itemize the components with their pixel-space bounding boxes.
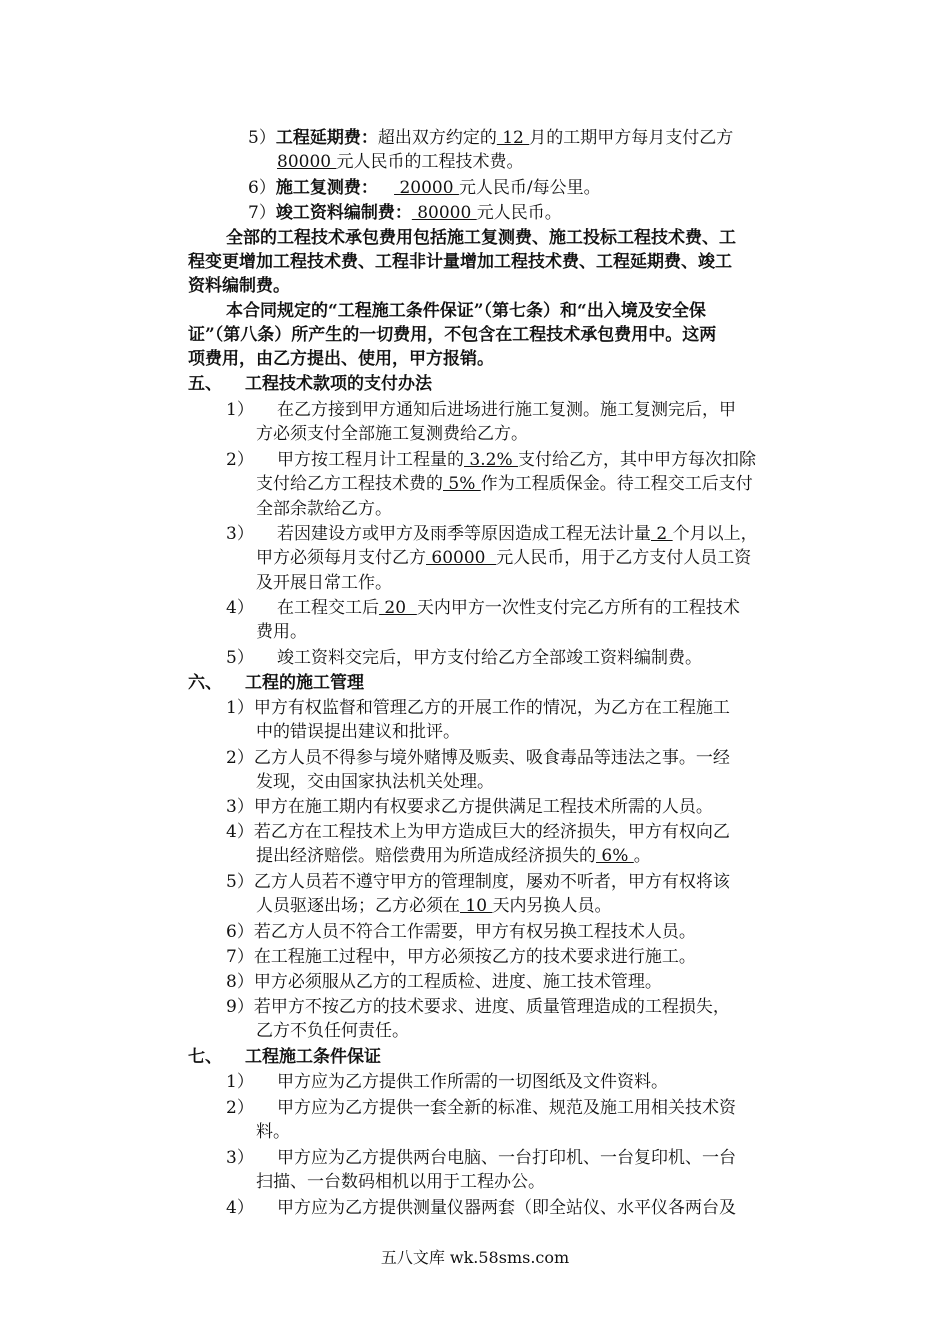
s5-item-4-num: 4） — [226, 598, 254, 618]
section-6-title: 工程的施工管理 — [245, 673, 364, 693]
fill-value: 2 — [651, 524, 673, 544]
s7-item-3-line2: 扫描、一台数码相机以用于工程办公。 — [256, 1172, 545, 1192]
s6-item-7: 7）在工程施工过程中，甲方必须按乙方的技术要求进行施工。 — [226, 947, 696, 967]
s5-item-5-num: 5） — [226, 648, 254, 668]
fill-value: 10 — [460, 896, 493, 916]
s7-item-1-num: 1） — [226, 1072, 254, 1092]
s6-item-9: 9）若甲方不按乙方的技术要求、进度、质量管理造成的工程损失， — [226, 997, 730, 1017]
fee-label: 施工复测费： — [275, 178, 378, 198]
fee-label: 工程延期费： — [275, 128, 378, 148]
s5-item-1-line2: 方必须支付全部施工复测费给乙方。 — [256, 424, 528, 444]
s7-item-2-line1: 甲方应为乙方提供一套全新的标准、规范及施工用相关技术资 — [277, 1098, 736, 1118]
fee-item-7: 7）竣工资料编制费： 80000 元人民币。 — [248, 203, 562, 223]
fill-value: 3.2% — [464, 450, 518, 470]
s7-item-3-num: 3） — [226, 1148, 254, 1168]
s6-item-4: 4）若乙方在工程技术上为甲方造成巨大的经济损失，甲方有权向乙 — [226, 822, 730, 842]
s6-item-6: 6）若乙方人员不符合工作需要，甲方有权另换工程技术人员。 — [226, 922, 696, 942]
fill-value: 5% — [443, 474, 481, 494]
fee-label: 竣工资料编制费： — [275, 203, 412, 223]
s6-item-8: 8）甲方必须服从乙方的工程质检、进度、施工技术管理。 — [226, 972, 662, 992]
fee-item-5: 5）工程延期费：超出双方约定的 12 月的工期甲方每月支付乙方 — [248, 128, 734, 148]
s5-item-2-num: 2） — [226, 450, 254, 470]
s7-item-1-line1: 甲方应为乙方提供工作所需的一切图纸及文件资料。 — [277, 1072, 668, 1092]
fee-item-5-cont: 80000 元人民币的工程技术费。 — [277, 152, 524, 172]
s5-item-1-line1: 在乙方接到甲方通知后进场进行施工复测。施工复测完后，甲 — [277, 400, 736, 420]
section-5-title: 工程技术款项的支付办法 — [245, 374, 432, 394]
s5-item-3-num: 3） — [226, 524, 254, 544]
s6-item-4-line2: 提出经济赔偿。赔偿费用为所造成经济损失的 6% 。 — [256, 846, 651, 866]
fill-value: 60000 — [426, 548, 497, 568]
fill-value: 6% — [596, 846, 634, 866]
fill-value: 20000 — [394, 178, 459, 198]
s5-item-4-line2: 费用。 — [256, 622, 307, 642]
section-7-number: 七、 — [188, 1047, 222, 1067]
fill-value: 20 — [379, 598, 417, 618]
fill-value: 80000 — [277, 152, 337, 172]
s6-item-9-line2: 乙方不负任何责任。 — [256, 1021, 409, 1041]
section-7-title: 工程施工条件保证 — [245, 1047, 381, 1067]
s5-item-2-line2: 支付给乙方工程技术费的 5% 作为工程质保金。待工程交工后支付 — [256, 474, 753, 494]
section-6-number: 六、 — [188, 673, 222, 693]
s5-item-3-line1: 若因建设方或甲方及雨季等原因造成工程无法计量 2 个月以上， — [277, 524, 758, 544]
s6-item-5-line2: 人员驱逐出场；乙方必须在 10 天内另换人员。 — [256, 896, 612, 916]
para1-line1: 全部的工程技术承包费用包括施工复测费、施工投标工程技术费、工 — [226, 228, 736, 248]
fill-value: 12 — [496, 128, 530, 148]
s6-item-2: 2）乙方人员不得参与境外赌博及贩卖、吸食毒品等违法之事。一经 — [226, 748, 730, 768]
fill-value: 80000 — [411, 203, 477, 223]
s7-item-2-line2: 料。 — [256, 1122, 290, 1142]
para2-line2: 证”（第八条）所产生的一切费用，不包含在工程技术承包费用中。这两 — [188, 325, 717, 345]
s5-item-1-num: 1） — [226, 400, 254, 420]
para2-line1: 本合同规定的“工程施工条件保证”（第七条）和“出入境及安全保 — [226, 301, 706, 321]
s6-item-2-line2: 发现，交由国家执法机关处理。 — [256, 772, 494, 792]
s7-item-4-num: 4） — [226, 1198, 254, 1218]
s6-item-1: 1）甲方有权监督和管理乙方的开展工作的情况，为乙方在工程施工 — [226, 698, 730, 718]
para1-line3: 资料编制费。 — [188, 276, 290, 296]
fee-item-6: 6）施工复测费： 20000 元人民币/每公里。 — [248, 178, 601, 198]
para2-line3: 项费用，由乙方提出、使用，甲方报销。 — [188, 349, 494, 369]
s5-item-2-line1: 甲方按工程月计工程量的 3.2% 支付给乙方，其中甲方每次扣除 — [277, 450, 756, 470]
s7-item-2-num: 2） — [226, 1098, 254, 1118]
para1-line2: 程变更增加工程技术费、工程非计量增加工程技术费、工程延期费、竣工 — [188, 252, 732, 272]
s5-item-5-line1: 竣工资料交完后，甲方支付给乙方全部竣工资料编制费。 — [277, 648, 702, 668]
s6-item-3: 3）甲方在施工期内有权要求乙方提供满足工程技术所需的人员。 — [226, 797, 713, 817]
s5-item-3-line3: 及开展日常工作。 — [256, 573, 392, 593]
s7-item-4-line1: 甲方应为乙方提供测量仪器两套（即全站仪、水平仪各两台及 — [277, 1198, 736, 1218]
page-footer: 五八文库 wk.58sms.com — [380, 1248, 570, 1267]
section-5-number: 五、 — [188, 374, 222, 394]
s7-item-3-line1: 甲方应为乙方提供两台电脑、一台打印机、一台复印机、一台 — [277, 1148, 736, 1168]
s5-item-4-line1: 在工程交工后 20 天内甲方一次性支付完乙方所有的工程技术 — [277, 598, 740, 618]
s5-item-2-line3: 全部余款给乙方。 — [256, 499, 392, 519]
s5-item-3-line2: 甲方必须每月支付乙方 60000 元人民币，用于乙方支付人员工资 — [256, 548, 752, 568]
s6-item-1-line2: 中的错误提出建议和批评。 — [256, 722, 460, 742]
s6-item-5: 5）乙方人员若不遵守甲方的管理制度，屡劝不听者，甲方有权将该 — [226, 872, 730, 892]
